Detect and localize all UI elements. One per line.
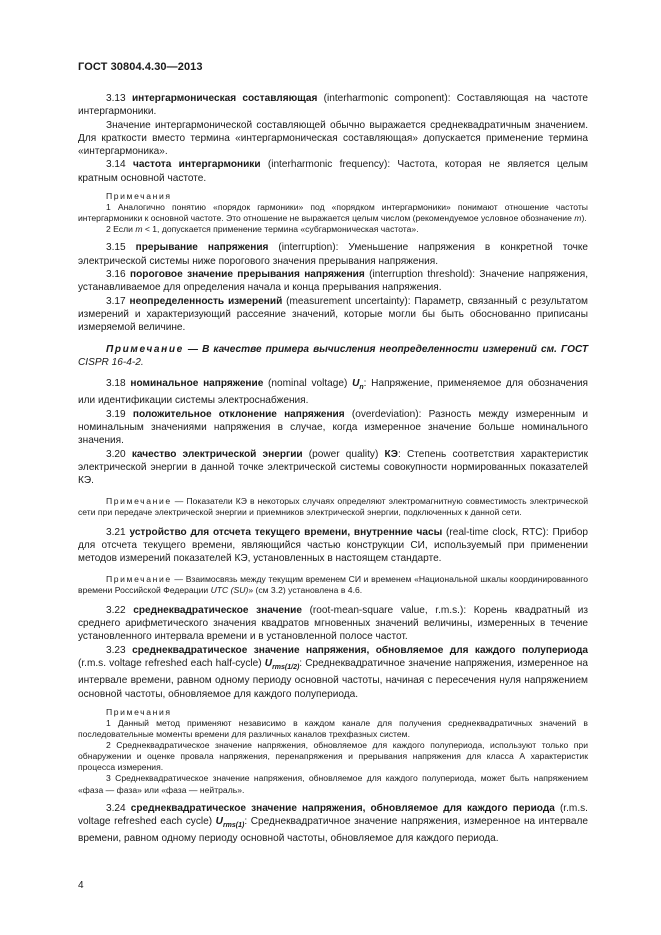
notes-block xyxy=(78,191,588,235)
term-3-22: 3.22 среднеквадратическое значение (root-mean-square value, r.m.s.): Корень квадратный из среднего арифметического значения квадратов мгновенных значений величины, измеренных в течение установленного интервала времени и в установленной полосе частот. xyxy=(78,604,588,643)
note-block xyxy=(78,574,588,596)
notes-block xyxy=(78,707,588,796)
note-item: 2 Среднеквадратическое значение напряжения, обновляемое для каждого полупериода, используют только при обнаружении и оценке провала напряжения, перенапряжения и прерывания напряжения для класса А характеристик процесса измерения. xyxy=(78,740,588,773)
note-single: Примечание — В качестве примера вычисления неопределенности измерений см. ГОСТ CISPR 16-4-2. xyxy=(78,343,589,368)
term-3-23: 3.23 среднеквадратическое значение напряжения, обновляемое для каждого полупериода (r.m.s. voltage refreshed each half-cycle) $U_{rms(1/2)}$: Среднеквадратичное значение напряжения, измеренное на интервале времени, равном одному периоду основной частоты, начиная с пересечения нуля напряжением основной частоты, обновляемое для каждого полупериода. xyxy=(78,644,589,700)
term-3-17: 3.17 неопределенность измерений (measurement uncertainty): Параметр, связанный с результатом измерений и характеризующий рассеяние значений, которые могли бы быть обоснованно приписаны измеряемой величине. xyxy=(78,295,588,334)
note-item: 1 Аналогично понятию «порядок гармоники» под «порядком интергармоники» понимают отношение частоты интергармоники к основной частоте. Это отношение не выражается целым числом (рекомендуемое условное обозначение m). xyxy=(78,202,588,224)
page-header: ГОСТ 30804.4.30—2013 xyxy=(78,61,203,73)
term-3-14: 3.14 частота интергармоники (interharmonic frequency): Частота, которая не является целым кратным основной частоте. xyxy=(78,159,588,184)
term-3-19: 3.19 положительное отклонение напряжения (overdeviation): Разность между измеренным и номинальным значениями напряжения в случае, когда измеренное значение больше номинального значения. xyxy=(78,408,588,447)
note-block xyxy=(78,496,588,518)
term-3-15: 3.15 прерывание напряжения (interruption): Уменьшение напряжения в конкретной точке электрической системы ниже порогового значения прерывания напряжения. xyxy=(78,242,588,267)
note-item: 1 Данный метод применяют независимо в каждом канале для получения среднеквадратичных значений в последовательные моменты времени для различных каналов трехфазных систем. xyxy=(78,717,588,740)
term-3-20: 3.20 качество электрической энергии (power quality) КЭ: Степень соответствия характеристик электрической энергии в данной точке электрической системы совокупности нормированных показателей КЭ. xyxy=(78,448,588,487)
term-3-21: 3.21 устройство для отсчета текущего времени, внутренние часы (real-time clock, RTC): Прибор для отсчета текущего времени, являющийся частью конструкции СИ, используемый при применении методов измерений показателей КЭ, установленных в настоящем стандарте. xyxy=(78,526,589,565)
note-item: 3 Среднеквадратическое значение напряжения, обновляемое для каждого полупериода, может быть напряжением «фаза — фаза» или «фаза — нейтраль». xyxy=(78,773,588,795)
note-item: Примечание — Показатели КЭ в некоторых случаях определяют электромагнитную совместимость электрической сети при передаче электрической энергии и приемников электрической энергии, подключенных к данной сети. xyxy=(78,495,588,517)
note-item: 2 Если m < 1, допускается применение термина «субгармоническая частота». xyxy=(106,224,419,235)
term-3-13: 3.13 интергармоническая составляющая (interharmonic component): Составляющая на частоте интергармоники. xyxy=(78,93,588,118)
page-number: 4 xyxy=(78,880,84,891)
term-3-16: 3.16 пороговое значение прерывания напряжения (interruption threshold): Значение напряжения, устанавливаемое для определения начала и конца прерывания напряжения. xyxy=(78,269,588,294)
note-item: Примечание — Взаимосвязь между текущим временем СИ и временем «Национальной шкалы координированного времени Российской Федерации UTC (SU)» (см 3.2) установлена в 4.6. xyxy=(78,573,588,595)
term-3-24: 3.24 среднеквадратическое значение напряжения, обновляемое для каждого периода (r.m.s. voltage refreshed each cycle) $U_{rms(1)}$: Среднеквадратичное значение напряжения, измеренное на интервале времени, равном одному периоду основной частоты, обновляемое для каждого периода. xyxy=(78,802,589,845)
notes-title: Примечания xyxy=(106,706,172,717)
document-body xyxy=(78,92,588,845)
term-3-18: 3.18 номинальное напряжение (nominal voltage) $U_n$: Напряжение, применяемое для обозначения или идентификации системы электроснабжения. xyxy=(78,378,588,407)
notes-title: Примечания xyxy=(106,191,172,202)
paragraph: Значение интергармонической составляющей обычно выражается среднеквадратичным значением. Для краткости вместо термина «интергармоническая составляющая» допускается применение термина «интергармоника». xyxy=(78,119,588,158)
